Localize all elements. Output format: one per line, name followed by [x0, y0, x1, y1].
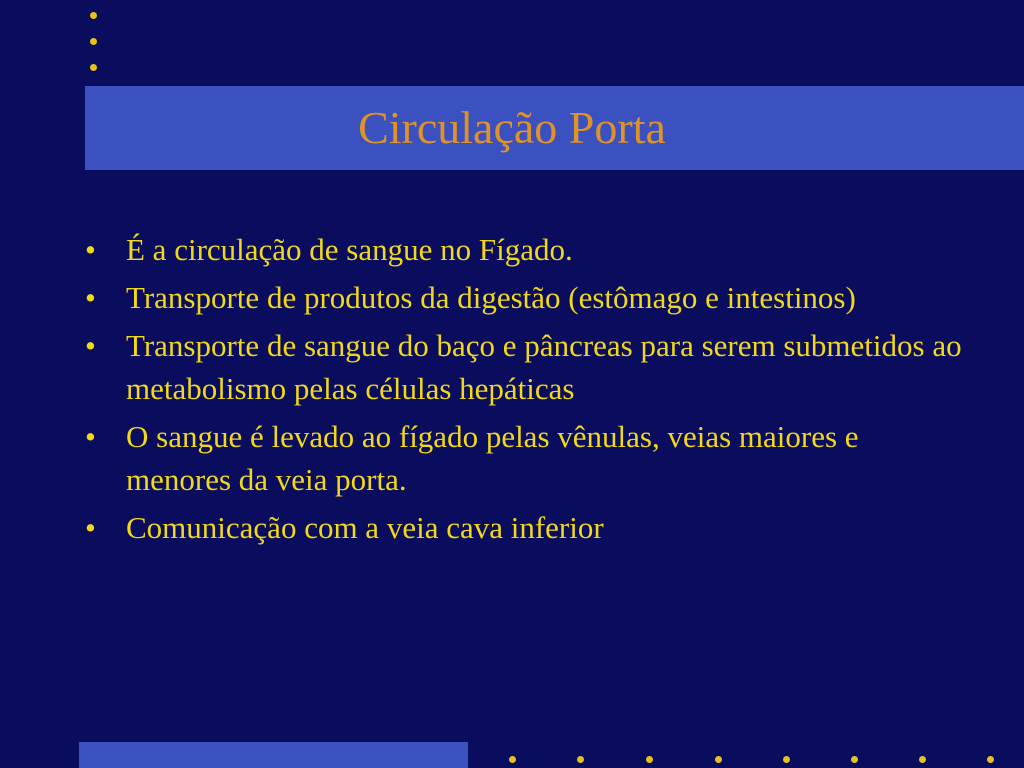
- decorative-dot: [646, 756, 653, 763]
- bullet-text: Transporte de sangue do baço e pâncreas para serem submetidos ao metabolismo pelas células hepáticas: [126, 328, 962, 406]
- bullet-text: O sangue é levado ao fígado pelas vênulas, veias maiores e menores da veia porta.: [126, 419, 859, 497]
- decorative-dot: [987, 756, 994, 763]
- bullet-text: Transporte de produtos da digestão (estômago e intestinos): [126, 280, 856, 315]
- decorative-dot: [577, 756, 584, 763]
- decorative-dot: [90, 64, 97, 71]
- slide-title: Circulação Porta: [358, 102, 666, 153]
- decorative-dot: [509, 756, 516, 763]
- decorative-dot: [783, 756, 790, 763]
- bullet-text: É a circulação de sangue no Fígado.: [126, 232, 573, 267]
- decorative-dot: [90, 38, 97, 45]
- decorative-dot: [851, 756, 858, 763]
- bullet-list: [85, 228, 965, 554]
- bottom-accent-bar: [79, 742, 468, 768]
- bullet-item: [85, 506, 965, 549]
- decorative-dot: [715, 756, 722, 763]
- bullet-icon: •: [85, 232, 96, 267]
- bullet-item: [85, 276, 965, 319]
- bullet-item: [85, 324, 965, 410]
- bullet-icon: •: [85, 328, 96, 363]
- decorative-dot: [919, 756, 926, 763]
- bullet-icon: •: [85, 510, 96, 545]
- decorative-dot: [90, 12, 97, 19]
- bullet-icon: •: [85, 280, 96, 315]
- bullet-text: Comunicação com a veia cava inferior: [126, 510, 604, 545]
- bullet-icon: •: [85, 419, 96, 454]
- bullet-item: [85, 415, 965, 501]
- bullet-item: [85, 228, 965, 271]
